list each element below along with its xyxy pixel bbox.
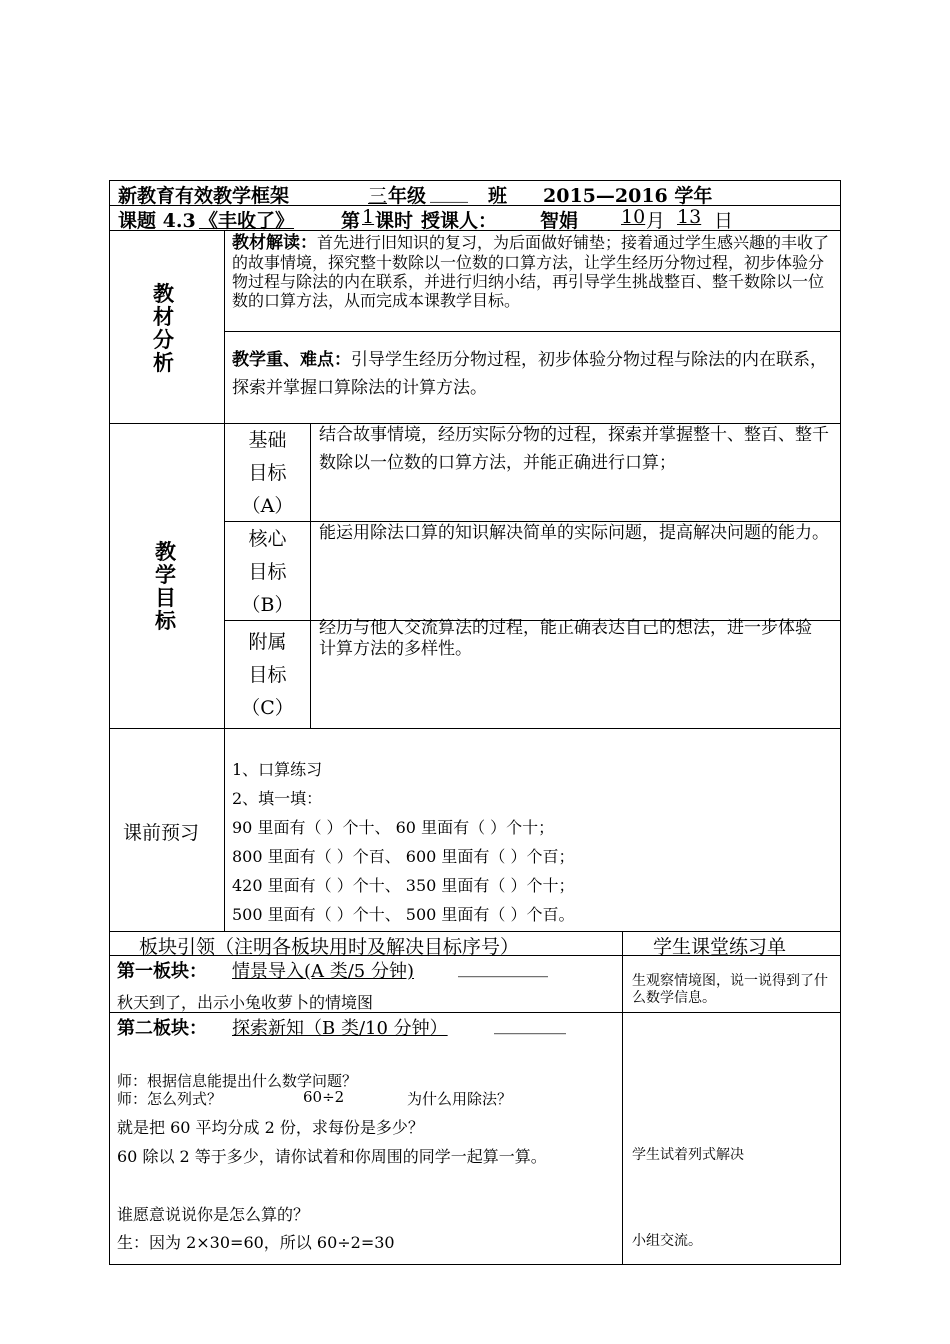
interpretation-label: 教材解读：: [232, 233, 317, 253]
objectives-label: 教学目标: [155, 539, 176, 633]
grade-label: 年级: [388, 185, 427, 207]
block-one-text: 秋天到了，出示小兔收萝卜的情境图: [117, 993, 374, 1012]
objective-a-line1: 基础: [248, 429, 287, 451]
class-blank: ____: [430, 181, 468, 203]
date-day: 13: [677, 206, 702, 228]
dialogue-line: 师：怎么列式？: [117, 1090, 223, 1108]
school-year: 2015—2016 学年: [543, 185, 713, 207]
teacher-name: 智娟: [540, 210, 579, 232]
objective-a-text: 结合故事情境，经历实际分物的过程，探索并掌握整十、整百、整千数除以一位数的口算方法，并能正确进行口算；: [319, 425, 829, 473]
dialogue-line: 生：因为 2×30=60，所以 60÷2=30: [117, 1233, 395, 1252]
objective-a-line3: （A）: [241, 495, 294, 517]
date-month: 10: [621, 206, 646, 228]
preview-line: 500 里面有（ ）个十、 500 里面有（ ）个百。: [232, 905, 575, 924]
preview-line: 420 里面有（ ）个十、 350 里面有（ ）个十；: [232, 876, 575, 895]
objective-b-line1: 核心: [248, 528, 287, 550]
block-two-trail: ________: [494, 1014, 566, 1035]
dialogue-line: 就是把 60 平均分成 2 份，求每份是多少？: [117, 1118, 424, 1137]
lesson-number: 课题 4.3: [118, 210, 196, 232]
class-label: 班: [488, 185, 508, 207]
preview-label: 课前预习: [123, 822, 200, 844]
interpretation: [232, 233, 832, 310]
block-one-trail: __________: [458, 957, 548, 978]
lesson-title: 《丰收了》: [199, 210, 295, 232]
objective-b-line2: 目标: [248, 561, 287, 583]
objective-c-line2: 目标: [248, 664, 287, 686]
key-points-label: 教学重、难点：: [232, 350, 351, 370]
block-one-title: 情景导入(A 类/5 分钟): [232, 961, 415, 982]
grade-value: 三: [368, 185, 388, 207]
block-two-student-task: 小组交流。: [632, 1233, 702, 1249]
dialogue-line: 谁愿意说说你是怎么算的？: [117, 1205, 310, 1224]
preview-line: 90 里面有（ ）个十、 60 里面有（ ）个十；: [232, 818, 555, 837]
objective-c-line1: 附属: [248, 631, 287, 653]
preview-line: 1、口算练习: [232, 760, 323, 779]
preview-line: 800 里面有（ ）个百、 600 里面有（ ）个百；: [232, 847, 575, 866]
block-two-label: 第二板块：: [117, 1018, 207, 1039]
dialogue-line: 60 除以 2 等于多少，请你试着和你周围的同学一起算一算。: [117, 1147, 547, 1166]
objective-b-line3: （B）: [241, 594, 294, 616]
framework-title: 新教育有效教学框架: [118, 185, 290, 207]
period-value: 1: [362, 206, 375, 228]
objective-a-line2: 目标: [248, 462, 287, 484]
block-one-label: 第一板块：: [117, 961, 207, 982]
teacher-label: 授课人：: [421, 210, 498, 232]
dialogue-formula: 60÷2: [303, 1088, 345, 1106]
objective-c-line3: （C）: [241, 697, 294, 719]
block-two-title: 探索新知（B 类/10 分钟）: [232, 1018, 448, 1039]
blocks-header-right: 学生课堂练习单: [653, 936, 787, 958]
block-two-student-task: 学生试着列式解决: [632, 1147, 744, 1163]
objective-c-text: 经历与他人交流算法的过程，能正确表达自己的想法，进一步体验计算方法的多样性。: [319, 618, 812, 659]
preview-content: [232, 755, 575, 929]
interpretation-text: 首先进行旧知识的复习，为后面做好铺垫；接着通过学生感兴趣的丰收了的故事情境，探究整十数除以一位数的口算方法，让学生经历分物过程，初步体验分物过程与除法的内在联系，并进行归纳小结，再引导学生挑战整百、整千数除以一位数的口算方法，从而完成本课教学目标。: [232, 233, 830, 310]
blocks-header-left: 板块引领（注明各板块用时及解决目标序号）: [139, 936, 520, 958]
key-points-text: 引导学生经历分物过程，初步体验分物过程与除法的内在联系，探索并掌握口算除法的计算方法。: [232, 350, 827, 398]
objective-b-text: 能运用除法口算的知识解决简单的实际问题，提高解决问题的能力。: [319, 523, 829, 543]
dialogue-line: 为什么用除法？: [407, 1090, 513, 1108]
analysis-label: 教材分析: [153, 281, 174, 375]
date-month-label: 月: [646, 210, 666, 232]
preview-line: 2、填一填：: [232, 789, 323, 808]
block-one-student-task: 生观察情境图，说一说得到了什么数学信息。: [632, 973, 828, 1006]
date-day-label: 日: [714, 210, 734, 232]
period-suffix: 课时: [375, 210, 414, 232]
dialogue-line: 师：根据信息能提出什么数学问题？: [117, 1072, 358, 1090]
key-points: [232, 346, 836, 402]
period-prefix: 第: [341, 210, 361, 232]
